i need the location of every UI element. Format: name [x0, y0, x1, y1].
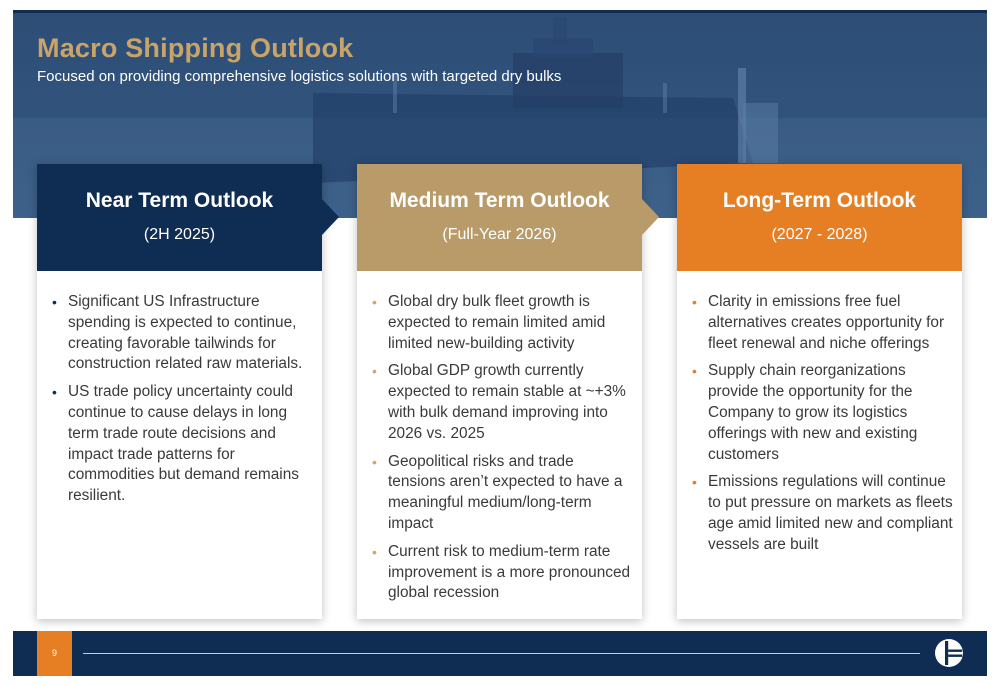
list-item: • Geopolitical risks and trade tensions aren’t expected to have a meaningful medium/long-term impact [372, 452, 623, 532]
list-item: • Significant US Infrastructure spending is expected to continue, creating favorable tailwinds for construction related raw materials. [52, 293, 303, 373]
chevron-right-icon [642, 199, 659, 235]
list-item: • US trade policy uncertainty could continue to cause delays in long term trade route decisions and impact trade patterns for commodities but demand remains resilient. [52, 383, 299, 505]
bullet-dot-icon: • [372, 453, 377, 470]
bullet-dot-icon: • [372, 543, 377, 560]
card-heading: Near Term Outlook [85, 189, 274, 212]
list-item: • Global GDP growth currently expected to remain stable at ~+3% with bulk demand improving into 2026 vs. 2025 [372, 362, 626, 442]
list-item: • Emissions regulations will continue to put pressure on markets as fleets age amid limited new and compliant vessels are built [692, 473, 953, 553]
long-term-header [677, 164, 962, 271]
list-item: • Clarity in emissions free fuel alternatives creates opportunity for fleet renewal and niche offerings [692, 293, 945, 352]
bullet-list [51, 292, 313, 514]
bullet-dot-icon: • [372, 363, 377, 380]
long-term-card [677, 164, 962, 619]
bullet-dot-icon: • [692, 474, 697, 491]
bullet-dot-icon: • [692, 294, 697, 310]
card-period: (2027 - 2028) [771, 226, 868, 243]
company-logo-icon [934, 638, 964, 668]
chevron-right-icon [322, 199, 339, 235]
list-item: • Global dry bulk fleet growth is expected to remain limited amid limited new-building activity [372, 293, 606, 352]
near-term-card [37, 164, 322, 619]
list-item: • Supply chain reorganizations provide the opportunity for the Company to grow its logistics offerings with new and existing customers [692, 362, 918, 463]
bullet-list [371, 292, 633, 611]
page-subtitle: Focused on providing comprehensive logistics solutions with targeted dry bulks [37, 68, 562, 85]
bullet-dot-icon: • [692, 363, 697, 380]
bullet-dot-icon: • [372, 294, 377, 310]
bullet-dot-icon: • [52, 294, 57, 310]
footer-divider [83, 653, 920, 654]
card-heading: Medium Term Outlook [389, 189, 610, 212]
page-title: Macro Shipping Outlook [37, 33, 354, 63]
list-item: • Current risk to medium-term rate improvement is a more pronounced global recession [372, 542, 631, 602]
card-heading: Long-Term Outlook [722, 189, 917, 212]
footer-bar [13, 631, 987, 676]
card-period: (Full-Year 2026) [442, 226, 557, 243]
card-period: (2H 2025) [143, 226, 216, 243]
bullet-list [691, 292, 953, 563]
medium-term-card [357, 164, 642, 619]
near-term-header [37, 164, 322, 271]
medium-term-header [357, 164, 642, 271]
bullet-dot-icon: • [52, 384, 57, 401]
page-number: 9 [37, 631, 72, 676]
